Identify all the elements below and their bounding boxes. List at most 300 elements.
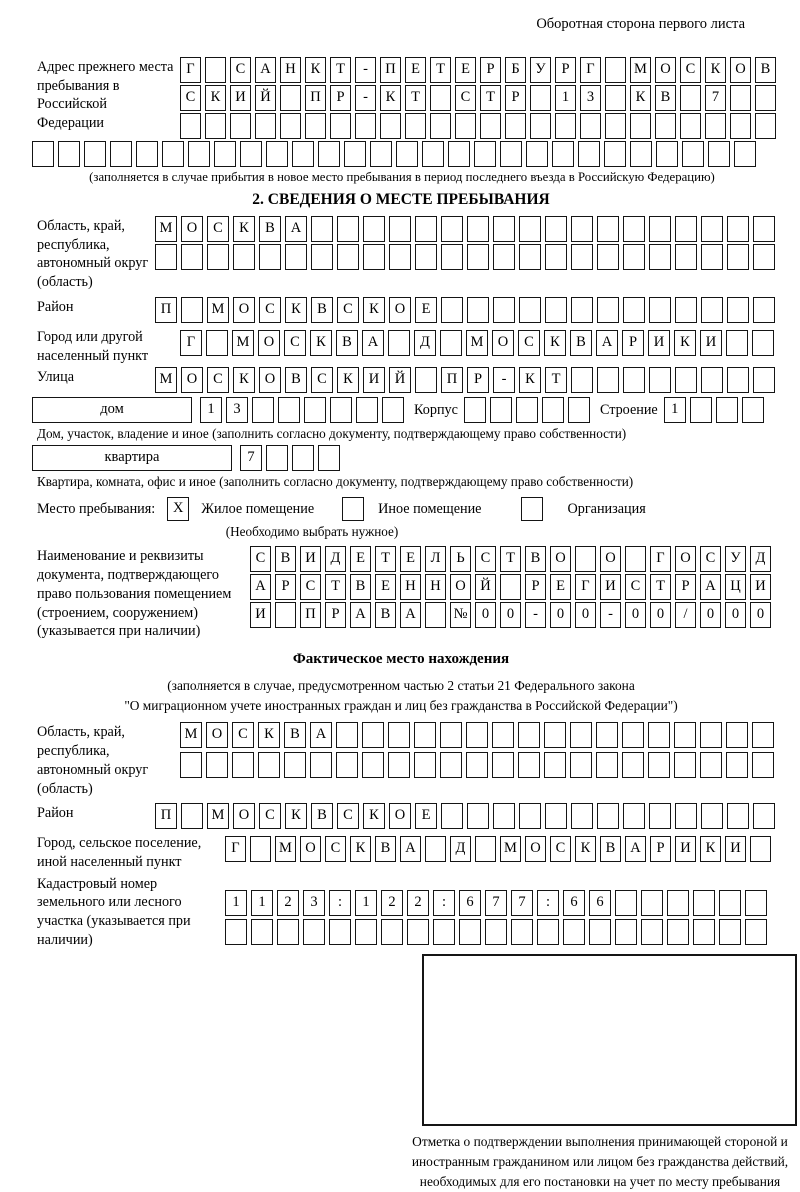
char-box[interactable]: С: [337, 297, 359, 323]
char-box[interactable]: :: [329, 890, 351, 916]
char-box[interactable]: [680, 113, 701, 139]
char-box[interactable]: К: [285, 297, 307, 323]
char-box[interactable]: [727, 367, 749, 393]
char-box[interactable]: [250, 836, 271, 862]
char-box[interactable]: [675, 367, 697, 393]
char-box[interactable]: М: [232, 330, 254, 356]
char-box[interactable]: У: [725, 546, 746, 572]
char-box[interactable]: [675, 244, 697, 270]
char-box[interactable]: [205, 57, 226, 83]
char-box[interactable]: 0: [475, 602, 496, 628]
char-box[interactable]: [232, 752, 254, 778]
char-box[interactable]: С: [455, 85, 476, 111]
char-box[interactable]: [701, 216, 723, 242]
char-box[interactable]: М: [207, 803, 229, 829]
char-box[interactable]: О: [600, 546, 621, 572]
char-box[interactable]: [701, 244, 723, 270]
char-box[interactable]: И: [675, 836, 696, 862]
char-box[interactable]: [493, 244, 515, 270]
char-box[interactable]: [388, 330, 410, 356]
char-box[interactable]: [622, 752, 644, 778]
char-box[interactable]: [519, 297, 541, 323]
char-box[interactable]: [700, 752, 722, 778]
char-box[interactable]: Т: [330, 57, 351, 83]
char-box[interactable]: К: [310, 330, 332, 356]
char-box[interactable]: [388, 752, 410, 778]
char-box[interactable]: [455, 113, 476, 139]
char-box[interactable]: [389, 244, 411, 270]
char-box[interactable]: Е: [550, 574, 571, 600]
char-box[interactable]: В: [336, 330, 358, 356]
char-box[interactable]: [745, 890, 767, 916]
char-box[interactable]: В: [570, 330, 592, 356]
char-box[interactable]: [545, 803, 567, 829]
char-box[interactable]: [474, 141, 496, 167]
char-box[interactable]: О: [300, 836, 321, 862]
char-box[interactable]: [571, 803, 593, 829]
char-box[interactable]: [285, 244, 307, 270]
char-box[interactable]: Р: [505, 85, 526, 111]
char-box[interactable]: [750, 836, 771, 862]
char-box[interactable]: О: [233, 803, 255, 829]
char-box[interactable]: А: [400, 602, 421, 628]
char-box[interactable]: [526, 141, 548, 167]
char-box[interactable]: :: [537, 890, 559, 916]
char-box[interactable]: [623, 216, 645, 242]
char-box[interactable]: А: [596, 330, 618, 356]
char-box[interactable]: Г: [575, 574, 596, 600]
char-box[interactable]: [596, 722, 618, 748]
char-box[interactable]: А: [350, 602, 371, 628]
char-box[interactable]: О: [206, 722, 228, 748]
char-box[interactable]: [380, 113, 401, 139]
char-box[interactable]: 0: [650, 602, 671, 628]
char-box[interactable]: [745, 919, 767, 945]
char-box[interactable]: [597, 803, 619, 829]
char-box[interactable]: [206, 330, 228, 356]
char-box[interactable]: [623, 803, 645, 829]
char-box[interactable]: [492, 722, 514, 748]
char-box[interactable]: [356, 397, 378, 423]
char-box[interactable]: [727, 244, 749, 270]
char-box[interactable]: [58, 141, 80, 167]
char-box[interactable]: [675, 216, 697, 242]
char-box[interactable]: [155, 244, 177, 270]
char-box[interactable]: Е: [405, 57, 426, 83]
char-box[interactable]: [275, 602, 296, 628]
char-box[interactable]: 2: [381, 890, 403, 916]
char-box[interactable]: [284, 752, 306, 778]
char-box[interactable]: С: [311, 367, 333, 393]
char-box[interactable]: Т: [405, 85, 426, 111]
char-box[interactable]: 1: [355, 890, 377, 916]
char-box[interactable]: [755, 85, 776, 111]
char-box[interactable]: [589, 919, 611, 945]
char-box[interactable]: [563, 919, 585, 945]
char-box[interactable]: [258, 752, 280, 778]
char-box[interactable]: [518, 722, 540, 748]
char-box[interactable]: [266, 141, 288, 167]
char-box[interactable]: [415, 367, 437, 393]
char-box[interactable]: И: [725, 836, 746, 862]
char-box[interactable]: [304, 397, 326, 423]
char-box[interactable]: [680, 85, 701, 111]
char-box[interactable]: Б: [505, 57, 526, 83]
char-box[interactable]: Й: [255, 85, 276, 111]
char-box[interactable]: [578, 141, 600, 167]
kvartira-type-field[interactable]: квартира: [32, 445, 232, 471]
char-box[interactable]: О: [492, 330, 514, 356]
char-box[interactable]: Т: [375, 546, 396, 572]
char-box[interactable]: [225, 919, 247, 945]
char-box[interactable]: [674, 752, 696, 778]
char-box[interactable]: [464, 397, 486, 423]
char-box[interactable]: [519, 244, 541, 270]
char-box[interactable]: П: [155, 803, 177, 829]
char-box[interactable]: [623, 367, 645, 393]
char-box[interactable]: С: [625, 574, 646, 600]
char-box[interactable]: С: [337, 803, 359, 829]
char-box[interactable]: [433, 919, 455, 945]
char-box[interactable]: [233, 244, 255, 270]
char-box[interactable]: О: [259, 367, 281, 393]
dom-type-field[interactable]: дом: [32, 397, 192, 423]
char-box[interactable]: [641, 890, 663, 916]
char-box[interactable]: [344, 141, 366, 167]
char-box[interactable]: [370, 141, 392, 167]
char-box[interactable]: [337, 244, 359, 270]
char-box[interactable]: [545, 216, 567, 242]
char-box[interactable]: [719, 919, 741, 945]
char-box[interactable]: [516, 397, 538, 423]
char-box[interactable]: К: [363, 803, 385, 829]
char-box[interactable]: 3: [226, 397, 248, 423]
char-box[interactable]: [440, 330, 462, 356]
char-box[interactable]: К: [350, 836, 371, 862]
char-box[interactable]: [207, 244, 229, 270]
char-box[interactable]: В: [275, 546, 296, 572]
char-box[interactable]: [441, 297, 463, 323]
char-box[interactable]: Ц: [725, 574, 746, 600]
char-box[interactable]: Т: [430, 57, 451, 83]
char-box[interactable]: [425, 602, 446, 628]
char-box[interactable]: К: [630, 85, 651, 111]
char-box[interactable]: [466, 722, 488, 748]
char-box[interactable]: №: [450, 602, 471, 628]
char-box[interactable]: [292, 141, 314, 167]
char-box[interactable]: А: [255, 57, 276, 83]
char-box[interactable]: [490, 397, 512, 423]
char-box[interactable]: А: [625, 836, 646, 862]
char-box[interactable]: 7: [485, 890, 507, 916]
char-box[interactable]: К: [233, 216, 255, 242]
char-box[interactable]: В: [259, 216, 281, 242]
char-box[interactable]: [530, 113, 551, 139]
char-box[interactable]: [475, 836, 496, 862]
char-box[interactable]: Д: [750, 546, 771, 572]
char-box[interactable]: К: [285, 803, 307, 829]
char-box[interactable]: К: [674, 330, 696, 356]
char-box[interactable]: [648, 752, 670, 778]
char-box[interactable]: [597, 244, 619, 270]
char-box[interactable]: [382, 397, 404, 423]
char-box[interactable]: [415, 244, 437, 270]
char-box[interactable]: К: [700, 836, 721, 862]
char-box[interactable]: -: [600, 602, 621, 628]
char-box[interactable]: [648, 722, 670, 748]
char-box[interactable]: К: [544, 330, 566, 356]
char-box[interactable]: И: [250, 602, 271, 628]
char-box[interactable]: [467, 216, 489, 242]
char-box[interactable]: В: [284, 722, 306, 748]
char-box[interactable]: [255, 113, 276, 139]
char-box[interactable]: [32, 141, 54, 167]
char-box[interactable]: И: [363, 367, 385, 393]
char-box[interactable]: [623, 297, 645, 323]
char-box[interactable]: [480, 113, 501, 139]
char-box[interactable]: [693, 919, 715, 945]
char-box[interactable]: [742, 397, 764, 423]
char-box[interactable]: [389, 216, 411, 242]
char-box[interactable]: В: [600, 836, 621, 862]
char-box[interactable]: [597, 297, 619, 323]
char-box[interactable]: -: [355, 85, 376, 111]
char-box[interactable]: [753, 216, 775, 242]
char-box[interactable]: [700, 722, 722, 748]
char-box[interactable]: М: [155, 367, 177, 393]
char-box[interactable]: А: [285, 216, 307, 242]
char-box[interactable]: [362, 752, 384, 778]
char-box[interactable]: [388, 722, 410, 748]
char-box[interactable]: Р: [650, 836, 671, 862]
char-box[interactable]: [597, 216, 619, 242]
char-box[interactable]: 0: [700, 602, 721, 628]
char-box[interactable]: И: [600, 574, 621, 600]
char-box[interactable]: [251, 919, 273, 945]
char-box[interactable]: [280, 113, 301, 139]
char-box[interactable]: Т: [480, 85, 501, 111]
char-box[interactable]: [649, 297, 671, 323]
char-box[interactable]: [615, 919, 637, 945]
char-box[interactable]: [726, 330, 748, 356]
char-box[interactable]: Т: [500, 546, 521, 572]
char-box[interactable]: Н: [280, 57, 301, 83]
char-box[interactable]: [701, 367, 723, 393]
char-box[interactable]: Т: [650, 574, 671, 600]
char-box[interactable]: [110, 141, 132, 167]
char-box[interactable]: [425, 836, 446, 862]
char-box[interactable]: [493, 803, 515, 829]
char-box[interactable]: [682, 141, 704, 167]
char-box[interactable]: [716, 397, 738, 423]
char-box[interactable]: [355, 919, 377, 945]
char-box[interactable]: 1: [225, 890, 247, 916]
char-box[interactable]: В: [311, 803, 333, 829]
char-box[interactable]: Т: [325, 574, 346, 600]
char-box[interactable]: [690, 397, 712, 423]
char-box[interactable]: [310, 752, 332, 778]
char-box[interactable]: /: [675, 602, 696, 628]
char-box[interactable]: [396, 141, 418, 167]
char-box[interactable]: [330, 397, 352, 423]
char-box[interactable]: О: [450, 574, 471, 600]
char-box[interactable]: Д: [414, 330, 436, 356]
char-box[interactable]: [181, 297, 203, 323]
char-box[interactable]: [519, 216, 541, 242]
char-box[interactable]: [580, 113, 601, 139]
char-box[interactable]: [500, 141, 522, 167]
char-box[interactable]: [726, 722, 748, 748]
char-box[interactable]: [708, 141, 730, 167]
char-box[interactable]: [575, 546, 596, 572]
char-box[interactable]: [311, 244, 333, 270]
char-box[interactable]: И: [700, 330, 722, 356]
char-box[interactable]: [205, 113, 226, 139]
char-box[interactable]: [414, 722, 436, 748]
char-box[interactable]: [571, 244, 593, 270]
char-box[interactable]: [492, 752, 514, 778]
char-box[interactable]: [252, 397, 274, 423]
char-box[interactable]: 1: [251, 890, 273, 916]
char-box[interactable]: О: [389, 297, 411, 323]
char-box[interactable]: [667, 919, 689, 945]
char-box[interactable]: М: [630, 57, 651, 83]
char-box[interactable]: [753, 367, 775, 393]
char-box[interactable]: А: [362, 330, 384, 356]
char-box[interactable]: [752, 752, 774, 778]
char-box[interactable]: [500, 574, 521, 600]
char-box[interactable]: В: [285, 367, 307, 393]
char-box[interactable]: М: [207, 297, 229, 323]
char-box[interactable]: [571, 216, 593, 242]
char-box[interactable]: Д: [325, 546, 346, 572]
char-box[interactable]: 0: [750, 602, 771, 628]
char-box[interactable]: Ь: [450, 546, 471, 572]
char-box[interactable]: [755, 113, 776, 139]
char-box[interactable]: [730, 113, 751, 139]
char-box[interactable]: О: [675, 546, 696, 572]
char-box[interactable]: [337, 216, 359, 242]
char-box[interactable]: [675, 803, 697, 829]
char-box[interactable]: [280, 85, 301, 111]
char-box[interactable]: В: [350, 574, 371, 600]
char-box[interactable]: И: [300, 546, 321, 572]
char-box[interactable]: К: [205, 85, 226, 111]
char-box[interactable]: [493, 297, 515, 323]
char-box[interactable]: 2: [277, 890, 299, 916]
char-box[interactable]: К: [337, 367, 359, 393]
char-box[interactable]: [597, 367, 619, 393]
char-box[interactable]: Й: [389, 367, 411, 393]
char-box[interactable]: В: [375, 602, 396, 628]
char-box[interactable]: [467, 803, 489, 829]
char-box[interactable]: А: [310, 722, 332, 748]
char-box[interactable]: Г: [580, 57, 601, 83]
char-box[interactable]: [381, 919, 403, 945]
char-box[interactable]: 1: [200, 397, 222, 423]
char-box[interactable]: В: [525, 546, 546, 572]
char-box[interactable]: Т: [545, 367, 567, 393]
char-box[interactable]: [726, 752, 748, 778]
char-box[interactable]: Р: [555, 57, 576, 83]
char-box[interactable]: [753, 297, 775, 323]
char-box[interactable]: [422, 141, 444, 167]
char-box[interactable]: [467, 244, 489, 270]
char-box[interactable]: [605, 57, 626, 83]
char-box[interactable]: [555, 113, 576, 139]
char-box[interactable]: В: [311, 297, 333, 323]
char-box[interactable]: 7: [705, 85, 726, 111]
char-box[interactable]: [493, 216, 515, 242]
char-box[interactable]: К: [258, 722, 280, 748]
char-box[interactable]: [544, 722, 566, 748]
char-box[interactable]: У: [530, 57, 551, 83]
char-box[interactable]: М: [155, 216, 177, 242]
char-box[interactable]: [277, 919, 299, 945]
char-box[interactable]: К: [575, 836, 596, 862]
char-box[interactable]: А: [400, 836, 421, 862]
char-box[interactable]: [623, 244, 645, 270]
char-box[interactable]: [466, 752, 488, 778]
char-box[interactable]: [180, 752, 202, 778]
char-box[interactable]: [441, 244, 463, 270]
char-box[interactable]: А: [700, 574, 721, 600]
char-box[interactable]: [511, 919, 533, 945]
char-box[interactable]: С: [284, 330, 306, 356]
char-box[interactable]: [448, 141, 470, 167]
checkbox-org[interactable]: [521, 497, 543, 521]
char-box[interactable]: Е: [415, 297, 437, 323]
char-box[interactable]: [649, 367, 671, 393]
char-box[interactable]: П: [380, 57, 401, 83]
char-box[interactable]: С: [325, 836, 346, 862]
char-box[interactable]: Г: [225, 836, 246, 862]
char-box[interactable]: [430, 113, 451, 139]
char-box[interactable]: 7: [240, 445, 262, 471]
char-box[interactable]: К: [233, 367, 255, 393]
char-box[interactable]: [329, 919, 351, 945]
char-box[interactable]: [230, 113, 251, 139]
char-box[interactable]: [727, 297, 749, 323]
char-box[interactable]: С: [230, 57, 251, 83]
char-box[interactable]: [330, 113, 351, 139]
char-box[interactable]: О: [233, 297, 255, 323]
char-box[interactable]: [181, 803, 203, 829]
char-box[interactable]: [407, 919, 429, 945]
char-box[interactable]: Е: [350, 546, 371, 572]
char-box[interactable]: С: [259, 297, 281, 323]
char-box[interactable]: П: [441, 367, 463, 393]
char-box[interactable]: 3: [303, 890, 325, 916]
char-box[interactable]: С: [518, 330, 540, 356]
char-box[interactable]: [570, 752, 592, 778]
char-box[interactable]: [641, 919, 663, 945]
char-box[interactable]: [649, 803, 671, 829]
char-box[interactable]: [311, 216, 333, 242]
char-box[interactable]: С: [475, 546, 496, 572]
char-box[interactable]: [214, 141, 236, 167]
char-box[interactable]: [415, 216, 437, 242]
char-box[interactable]: [362, 722, 384, 748]
char-box[interactable]: [701, 297, 723, 323]
char-box[interactable]: [596, 752, 618, 778]
char-box[interactable]: [604, 141, 626, 167]
char-box[interactable]: К: [363, 297, 385, 323]
char-box[interactable]: [414, 752, 436, 778]
char-box[interactable]: С: [207, 367, 229, 393]
char-box[interactable]: К: [305, 57, 326, 83]
char-box[interactable]: [206, 752, 228, 778]
